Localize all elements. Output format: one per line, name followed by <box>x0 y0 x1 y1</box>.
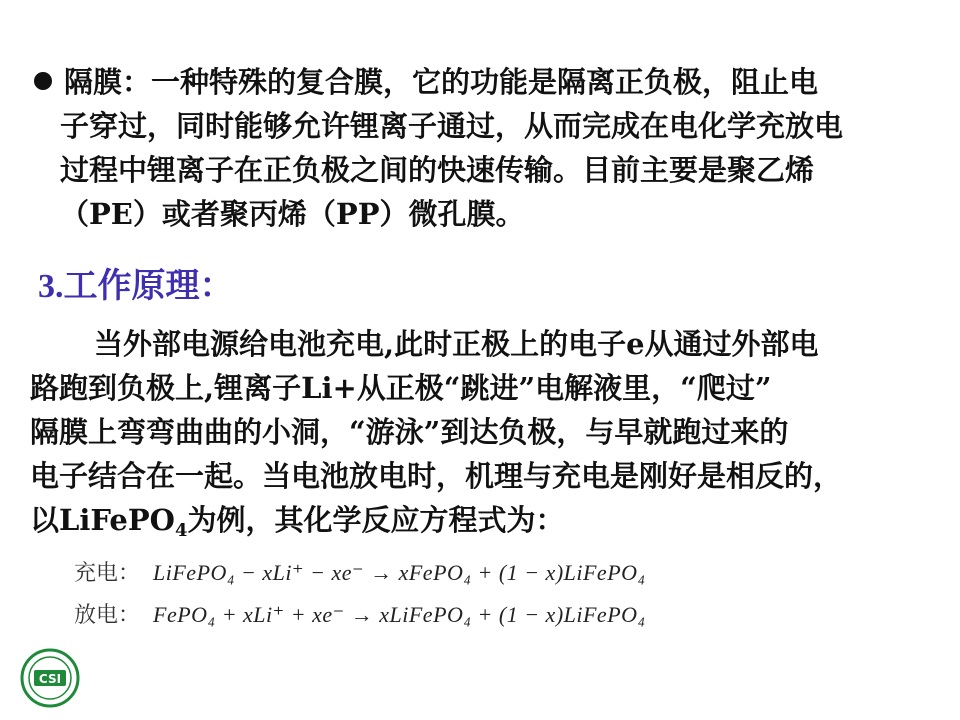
principle-line-2: 路跑到负极上,锂离子Li+从正极“跳进”电解液里，“爬过” <box>30 371 772 405</box>
principle-line-5-prefix: 以LiFePO <box>30 503 175 537</box>
section-heading: 3.工作原理： <box>38 268 234 305</box>
equation-charge-formula: LiFePO₄ − xLi⁺ − xe⁻ → xFePO₄ + (1 − x)LiFePO₄ <box>153 560 646 585</box>
principle-line-5-suffix: 为例，其化学反应方程式为： <box>187 503 565 537</box>
equation-discharge-formula: FePO₄ + xLi⁺ + xe⁻ → xLiFePO₄ + (1 − x)LiFePO₄ <box>153 602 646 627</box>
equations-block <box>74 552 774 636</box>
csi-logo-icon <box>20 648 80 708</box>
equation-discharge-label: 放电： <box>74 603 141 628</box>
principle-line-5 <box>30 498 930 553</box>
separator-line-4: （PE）或者聚丙烯（PP）微孔膜。 <box>60 197 525 231</box>
separator-line-2: 子穿过，同时能够允许锂离子通过，从而完成在电化学充放电 <box>60 109 844 143</box>
logo-text: CSI <box>38 672 62 686</box>
equation-charge <box>74 552 774 594</box>
principle-line-5-subscript: 4 <box>174 520 188 541</box>
principle-paragraph <box>30 322 930 553</box>
principle-line-1: 当外部电源给电池充电,此时正极上的电子e从通过外部电 <box>94 327 819 361</box>
equation-discharge <box>74 594 774 636</box>
equation-charge-label: 充电： <box>74 561 141 586</box>
bullet-dot-icon <box>34 72 52 90</box>
principle-line-4: 电子结合在一起。当电池放电时，机理与充电是刚好是相反的， <box>30 459 843 493</box>
separator-paragraph <box>30 60 910 236</box>
principle-line-3: 隔膜上弯弯曲曲的小洞，“游泳”到达负极，与早就跑过来的 <box>30 415 789 449</box>
separator-line-3: 过程中锂离子在正负极之间的快速传输。目前主要是聚乙烯 <box>60 153 815 187</box>
separator-text-1: 隔膜：一种特殊的复合膜，它的功能是隔离正负极，阻止电 <box>64 65 819 99</box>
separator-line-1 <box>30 60 910 104</box>
